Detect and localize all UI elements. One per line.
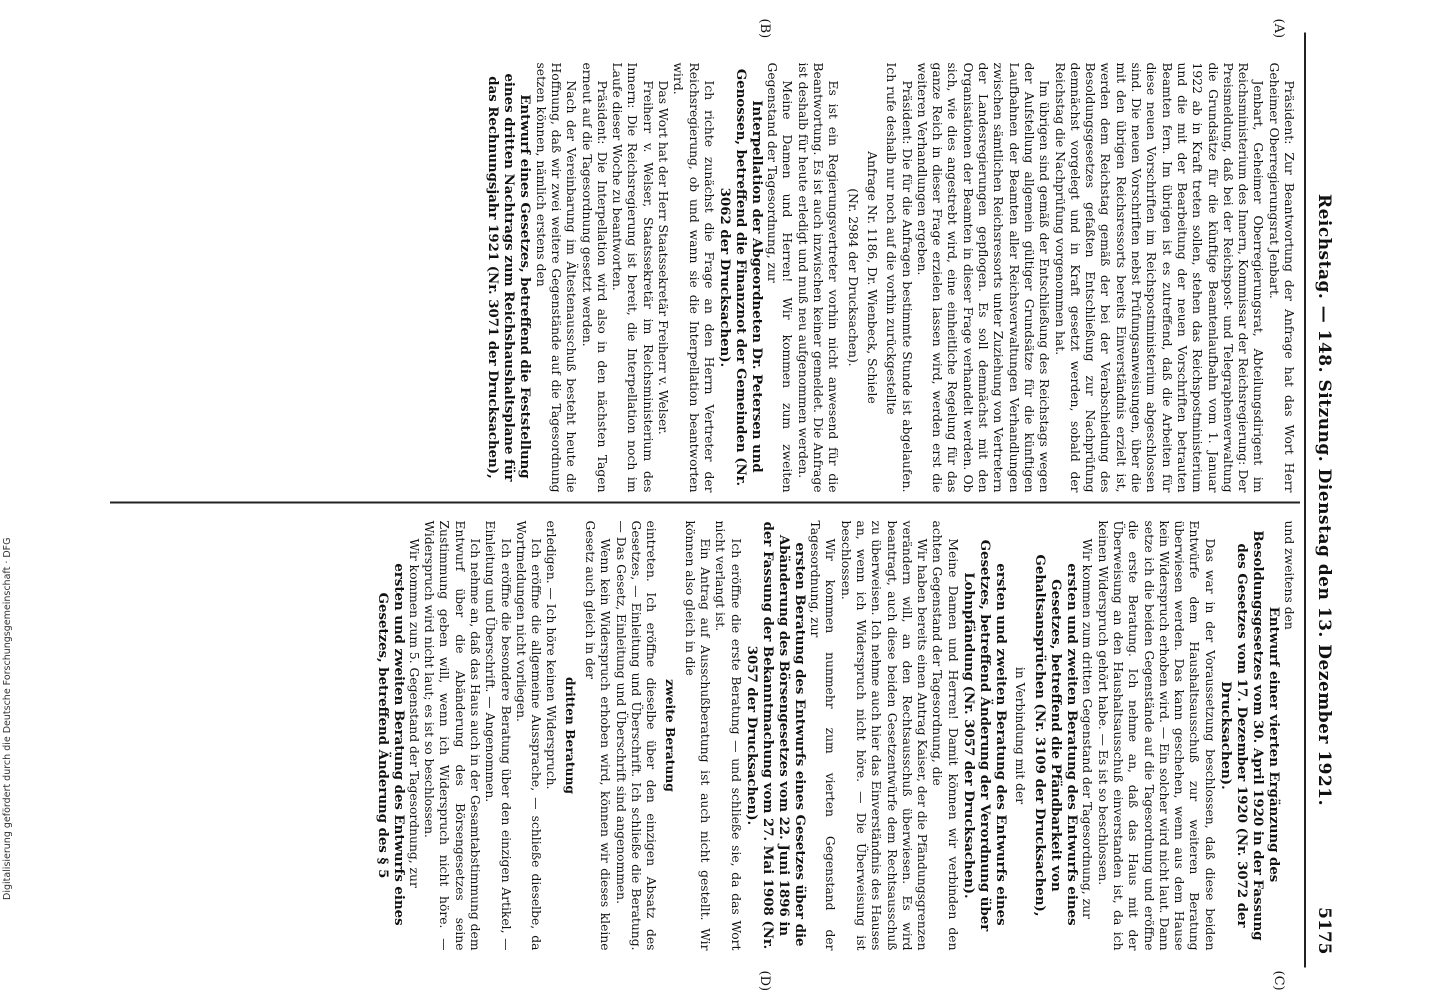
left-column (106, 63, 1296, 493)
paragraph: Meine Damen und Herren! Wir kommen zum zweiten Gegenstand der Tagesordnung, zur (765, 62, 795, 493)
header-rule (1304, 33, 1306, 968)
paragraph: Meine Damen und Herren! Damit können wir verbinden den achten Gegenstand der Tagesordnung, die (930, 520, 960, 951)
page-number: 5175 (1314, 907, 1334, 955)
page-header (1308, 38, 1338, 963)
paragraph: erledigen. — Ich höre keinen Widerspruch. (544, 520, 559, 790)
paragraph: Wir kommen zum 5. Gegenstand der Tagesordnung, zur (406, 538, 421, 888)
paragraph: Wenn kein Widerspruch erhoben wird, können wir dieses kleine Gesetz auch gleich in der (583, 520, 613, 951)
section-heading: dritten Beratung (562, 677, 578, 794)
page-title: Reichstag. — 148. Sitzung. Dienstag den 13. Dezember 1921. (1314, 193, 1334, 807)
paragraph: Das war in der Voraussetzung beschlossen, daß diese beiden Entwürfe dem Haushaltsausschuß zur weiteren Beratung überwiesen werden. Das kann geschehen, wenn aus dem Hause kein Widerspruch erhoben wird. — Ein solcher wird nicht laut. Dann setze ich die beiden Gegenstände auf die Tagesordnung und eröffne die erste Beratung. Ich nehme an, daß das Haus mit der Überweisung an den Haushaltsausschuß einverstanden ist, da ich keinen Widerspruch gehört habe. — Es ist so beschlossen. (1095, 520, 1217, 951)
margin-marker-b: (B) (757, 18, 772, 39)
margin-marker-d: (D) (757, 970, 772, 992)
paragraph: Das Wort hat der Herr Staatssekretär Freiherr v. Welser. (656, 80, 671, 435)
paragraph: Präsident: Die Interpellation wird also in den nächsten Tagen erneut auf die Tagesordnung gesetzt werden. (579, 62, 609, 493)
bill-title: Entwurf eines Gesetzes, betreffend die Feststellung eines dritten Nachtrags zum Reichshaushaltsplane für das Rechnungsjahr 1921 (Nr. 3071 der Drucksachen), (485, 73, 533, 482)
paragraph: Präsident: Die für die Anfragen bestimmte Stunde ist abgelaufen. Ich rufe deshalb nur noch auf die vorhin zurückgestellte (884, 62, 914, 493)
bill-title: Entwurf einer vierten Ergänzung des Besoldungsgesetzes vom 30. April 1920 in der Fassung des Gesetzes vom 17. Dezember 1920 (Nr. 3072 der Drucksachen). (1217, 530, 1281, 941)
paragraph: Wir kommen zum dritten Gegenstand der Tagesordnung, zur (1080, 538, 1095, 919)
bill-title: ersten und zweiten Beratung des Entwurfs eines Gesetzes, betreffend Änderung des § 5 (374, 563, 406, 926)
margin-marker-c: (C) (1271, 970, 1286, 991)
paragraph: Ich nehme an, daß das Haus auch in der Gesamtabstimmung dem Entwurf über die Abänderung des Börsengesetzes seine Zustimmung geben will, wenn ich Widerspruch nicht höre. — Widerspruch wird nicht laut; es ist so beschlossen. (422, 520, 483, 951)
paragraph: Ich eröffne die allgemeine Aussprache, — schließe dieselbe, da Wortmeldungen nicht vorliegen. (513, 520, 544, 951)
column-divider (110, 502, 1300, 504)
section-heading: zweite Beratung (662, 679, 678, 792)
bill-title: ersten und zweiten Beratung des Entwurfs eines Gesetzes, betreffend Änderung der Verordnung über Lohnpfändung (Nr. 3057 der Drucksachen). (960, 539, 1008, 932)
paragraph: Nach der Vereinbarung im Ältestenausschuß besteht heute die Hoffnung, daß wir zwei weitere Gegenstände auf die Tagesordnung setzen können, nämlich erstens den (533, 62, 579, 493)
paragraph: Freiherr v. Welser, Staatssekretär im Reichsministerium des Innern: Die Reichsregierung ist bereit, die Interpellation noch im Laufe dieser Woche zu beantworten. (610, 62, 655, 493)
paragraph: und zweitens den (1282, 520, 1296, 630)
paragraph: Im übrigen sind gemäß der Entschließung des Reichstags wegen der Aufstellung allgemein gültiger Grundsätze für die künftigen Laufbahnen der Beamten aller Reichsverwaltungen Verhandlungen zwischen sämtlichen Reichsressorts unter Zuziehung von Vertretern der Landesregierungen gepflogen. Es soll demnächst mit den Organisationen der Beamten in dieser Frage verhandelt werden. Ob sich, wie dies angestrebt wird, eine einheitliche Regelung für das ganze Reich in dieser Frage erzielen lassen wird, werden erst die weiteren Verhandlungen ergeben. (914, 62, 1052, 493)
paragraph: eintreten. Ich eröffne dieselbe über den einzigen Absatz des Gesetzes, — Einleitung und Überschrift. Ich schließe die Beratung. — Das Gesetz, Einleitung und Überschrift sind angenommen. (613, 520, 659, 951)
bill-title: ersten und zweiten Beratung des Entwurfs eines Gesetzes, betreffend die Pfändbarkeit von Gehaltsansprüchen (Nr. 3109 der Drucksachen), (1032, 554, 1080, 926)
funding-note: Digitalisierung gefördert durch die Deutsche Forschungsgemeinschaft · DFG (2, 537, 13, 900)
right-column (106, 521, 1296, 951)
paragraph: Ein Antrag auf Ausschußberatung ist auch nicht gestellt. Wir können also gleich in die (682, 520, 713, 951)
paragraph: Wir kommen nunmehr zum vierten Gegenstand der Tagesordnung, zur (808, 520, 838, 951)
paragraph: Ich eröffne die erste Beratung — und schließe sie, da das Wort nicht verlangt ist. (713, 520, 743, 951)
inquiry-ref: (Nr. 2984 der Drucksachen). (845, 188, 860, 367)
margin-marker-a: (A) (1271, 18, 1286, 39)
connector-text: in Verbindung mit der (1013, 666, 1028, 805)
paragraph: Wir haben bereits einen Antrag Kaiser, der die Pfändungsgrenzen verändern will, an den Rechtsausschuß überwiesen. Es wird beantragt, auch diese beiden Gesetzentwürfe dem Rechtsausschuß zu überweisen. Ich nehme auch hier das Einverständnis des Hauses an, wenn ich Widerspruch nicht höre. — Die Überweisung ist beschlossen. (838, 520, 930, 951)
paragraph: Jenbart, Geheimer Oberregierungsrat, Abteilungsdirigent im Reichsministerium des Innern, Kommissar der Reichsregierung: Der Preismeldung, daß bei der Reichspost- und Telegraphenverwaltung die Grundsätze für die künftige Beamtenlaufbahn vom 1. Januar 1922 ab in Kraft treten sollen, stehen das Reichspostministerium und die mit der Bearbeitung der neuen Vorschriften betrauten Beamten fern. Im übrigen ist es zutreffend, daß die Arbeiten für diese neuen Vorschriften im Reichspostministerium abgeschlossen sind. Die neuen Vorschriften nebst Prüfungsanweisungen, über die mit den übrigen Reichsressorts bereits Einverständnis erzielt ist, werden dem Reichstag gemäß der bei der Verabschiedung des Besoldungsgesetzes gefaßten Entschließung zur Nachprüfung demnächst vorgelegt und in Kraft gesetzt werden, sobald der Reichstag die Nachprüfung vorgenommen hat. (1052, 62, 1266, 493)
bill-title: ersten Beratung des Entwurfs eines Gesetzes über die Abänderung des Börsengesetzes vom 22. Juni 1896 in der Fassung der Bekanntmachung vom 27. Mai 1908 (Nr. 3057 der Drucksachen). (743, 521, 807, 950)
paragraph: Präsident: Zur Beantwortung der Anfrage hat das Wort Herr Geheimer Oberregierungsrat Jenbart. (1266, 62, 1296, 493)
scanned-page (82, 13, 1352, 992)
inquiry-title: Anfrage Nr. 1186, Dr. Wienbeck, Schiele (864, 151, 879, 404)
paragraph: Es ist ein Regierungsvertreter vorhin nicht anwesend für die Beantwortung. Es ist auch inzwischen keiner gemeldet. Die Anfrage ist deshalb für heute erledigt und muß neu aufgenommen werden. (795, 62, 841, 493)
interpellation-title: Interpellation der Abgeordneten Dr. Petersen und Genossen, betreffend die Finanznot der Gemeinden (Nr. 3062 der Drucksachen). (716, 68, 764, 487)
paragraph: Ich richte zunächst die Frage an den Herrn Vertreter der Reichsregierung, ob und wann sie die Interpellation beantworten wird. (671, 62, 716, 493)
paragraph: Ich eröffne die besondere Beratung über den einzigen Artikel, — Einleitung und Überschrift. — Angenommen. (483, 520, 513, 951)
